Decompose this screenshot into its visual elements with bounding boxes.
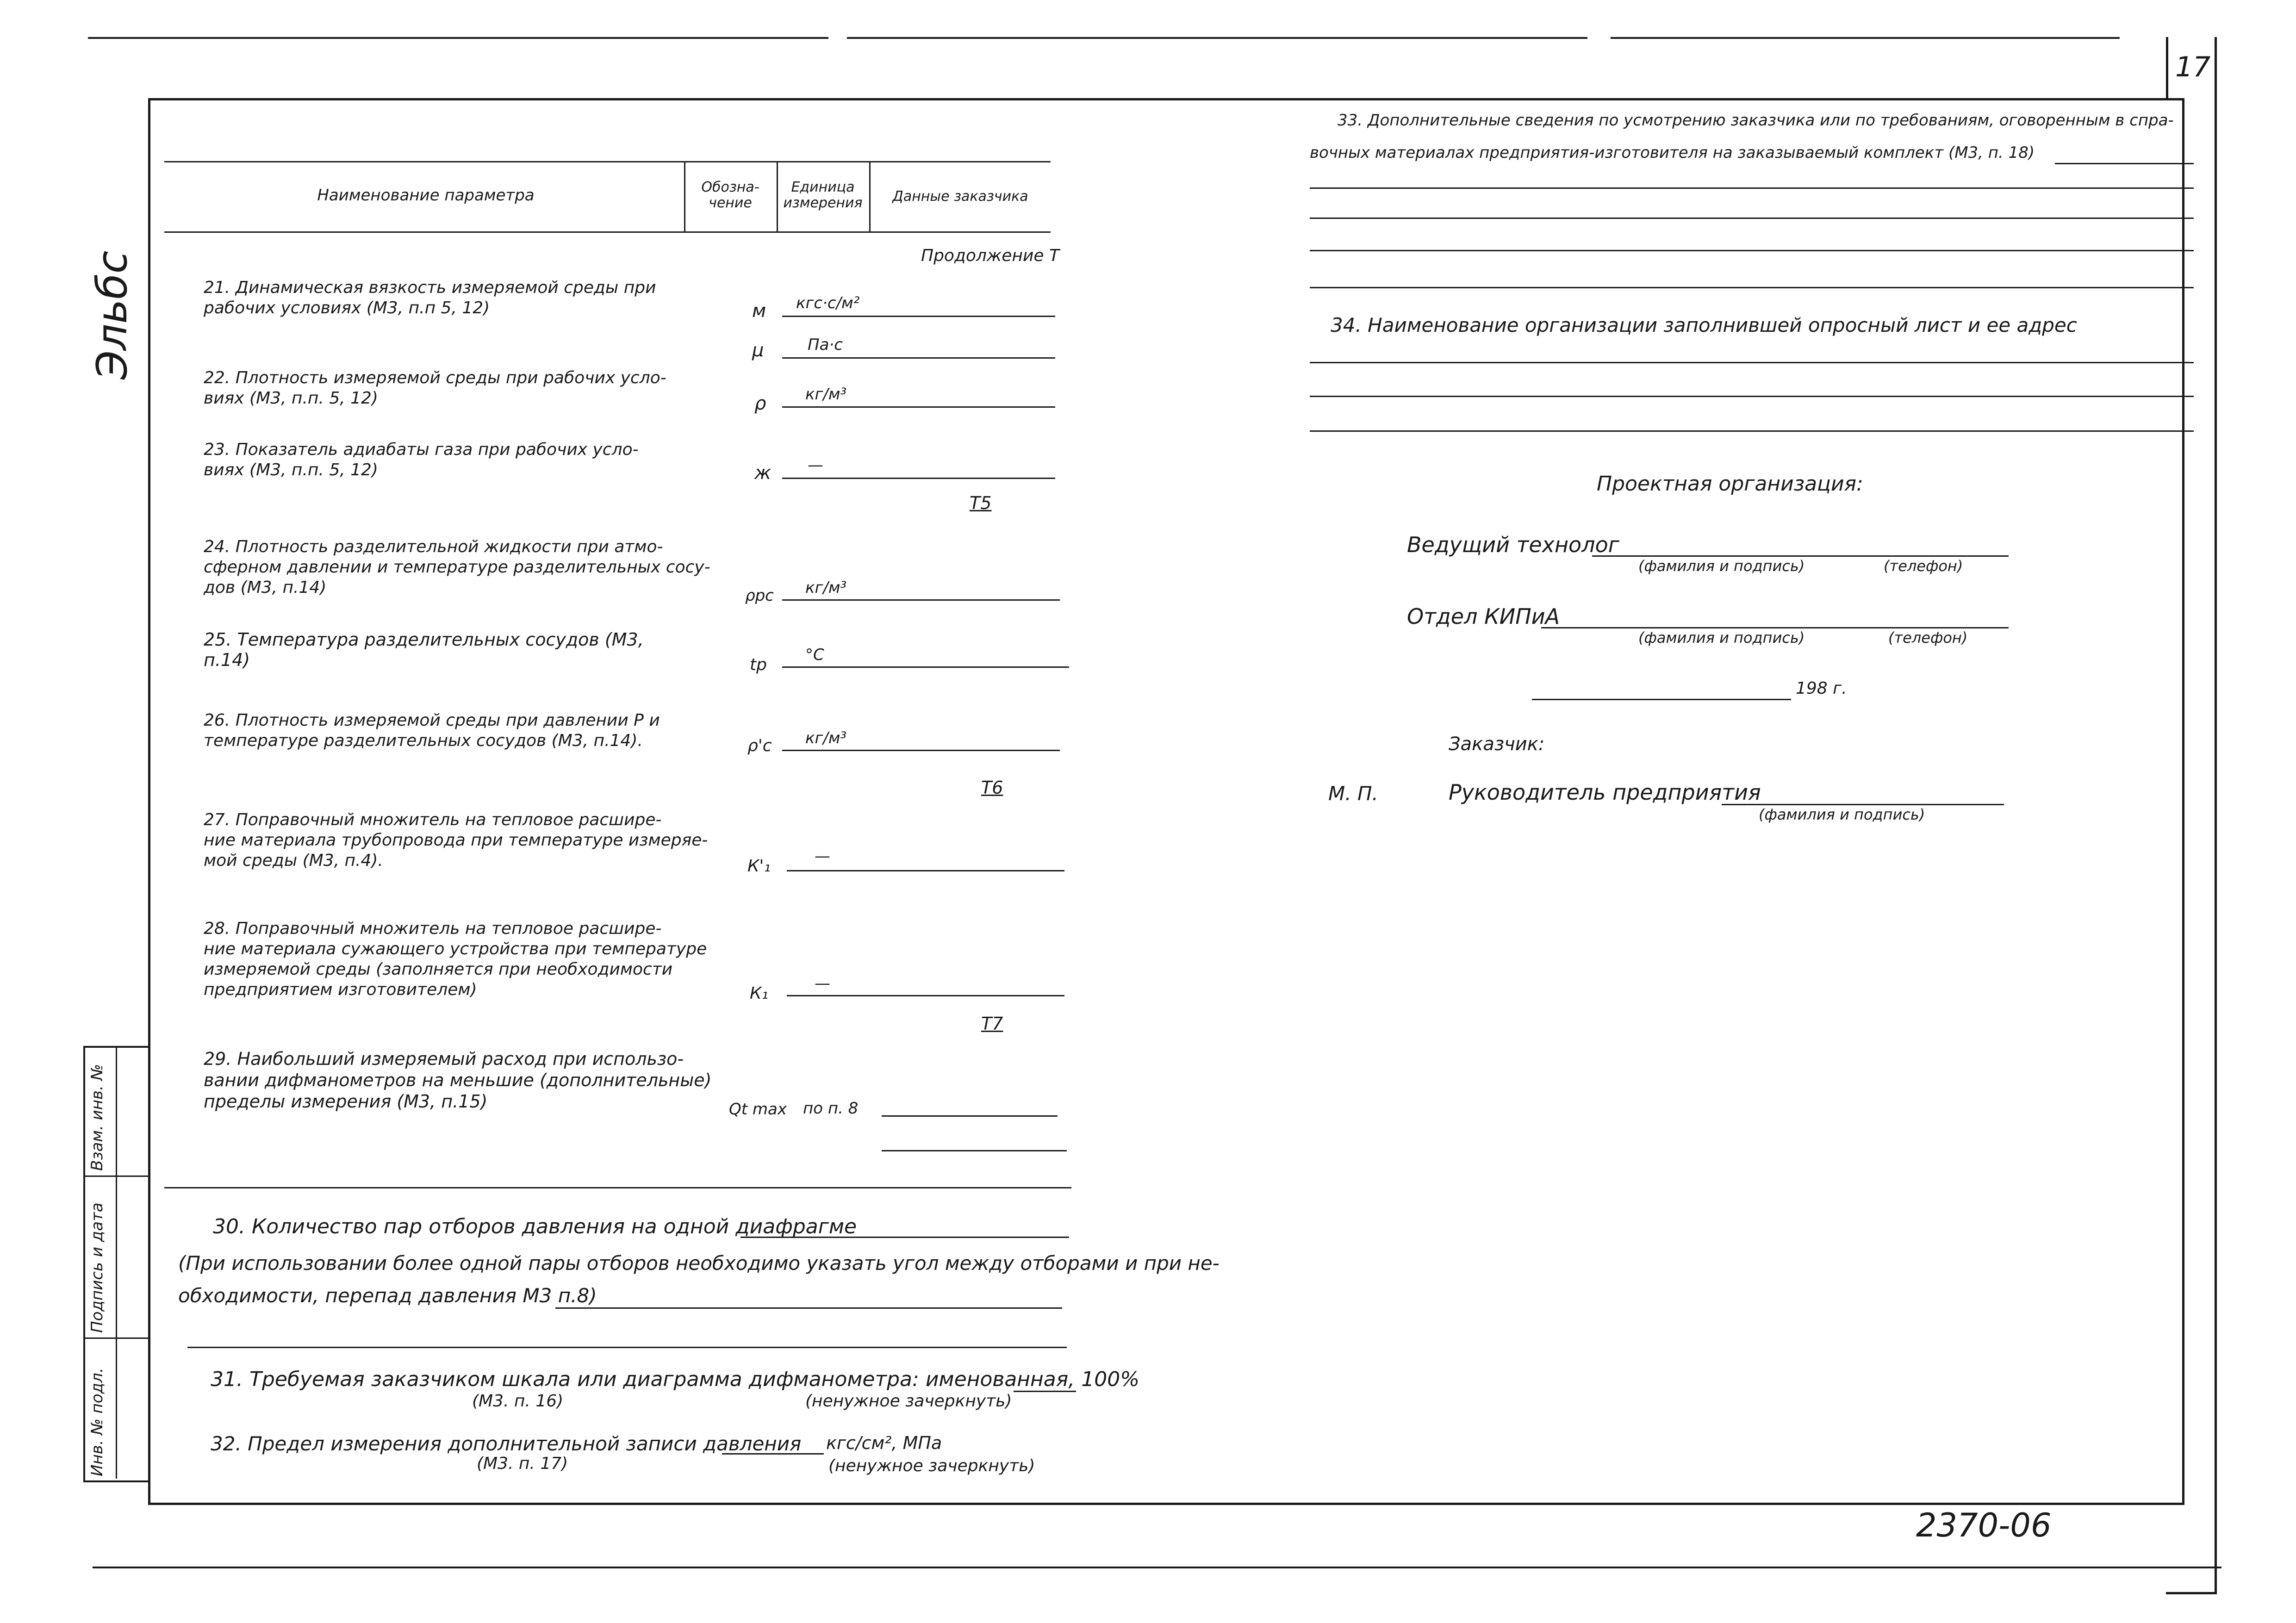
param-21-symbol: м <box>752 300 766 322</box>
tag-t6: Т6 <box>981 777 1003 798</box>
param-28-text: 28. Поправочный множитель на тепловое расшире- ние материала сужающего устройства при температуре измеряемой среды (заполняется при необходимости предприятием изготовителем) <box>204 919 707 999</box>
param-23-value: — <box>808 456 823 474</box>
page-number: 17 <box>2175 51 2211 83</box>
param-24-text: 24. Плотность разделительной жидкости при атмо- сферном давлении и температуре разделительных сосу- дов (М3, п.14) <box>204 537 710 597</box>
tag-t7: Т7 <box>981 1014 1003 1034</box>
param-27-value: — <box>815 847 830 865</box>
tag-t5: Т5 <box>970 493 992 513</box>
dept-kipia-label: Отдел КИПиА <box>1407 604 1560 629</box>
drawing-code: 2370-06 <box>1916 1506 2052 1544</box>
param-26-text: 26. Плотность измеряемой среды при давлении Р и температуре разделительных сосудов (М3, п.14). <box>204 711 660 750</box>
param-21-text: 21. Динамическая вязкость измеряемой среды при рабочих условиях (М3, п.п 5, 12) <box>204 278 656 317</box>
item-30-line1: 30. Количество пар отборов давления на одной диафрагме <box>213 1215 857 1238</box>
param-25-symbol: tр <box>750 655 767 674</box>
year-field: 198 г. <box>1796 679 1847 698</box>
param-22-symbol: ρ <box>754 393 766 414</box>
item-33-line1: 33. Дополнительные сведения по усмотрению заказчика или по требованиям, оговоренным в спра- <box>1338 111 2174 130</box>
item-34: 34. Наименование организации заполнившей опросный лист и ее адрес <box>1331 314 2077 336</box>
param-21-value: кгс·с/м² <box>796 294 860 312</box>
param-28-value: — <box>815 974 830 993</box>
stamp-place-mp: М. П. <box>1328 782 1378 805</box>
head-of-enterprise-label: Руководитель предприятия <box>1449 780 1761 805</box>
param-23-text: 23. Показатель адиабаты газа при рабочих усло- виях (М3, п.п. 5, 12) <box>204 440 639 479</box>
header-customer-data: Данные заказчика <box>892 188 1028 205</box>
item-32-units: кгс/см², МПа <box>826 1433 942 1453</box>
item-31-note: (ненужное зачеркнуть) <box>805 1392 1012 1411</box>
param-22-text: 22. Плотность измеряемой среды при рабочих усло- виях (М3, п.п. 5, 12) <box>204 368 666 408</box>
param-27-text: 27. Поправочный множитель на тепловое расшире- ние материала трубопровода при температуре измеряе- мой среды (М3, п.4). <box>204 810 708 870</box>
param-22-value: кг/м³ <box>805 385 847 404</box>
customer-title: Заказчик: <box>1449 734 1545 755</box>
header-parameter-name: Наименование параметра <box>317 186 535 205</box>
param-25-text: 25. Температура разделительных сосудов (М3, п.14) <box>204 629 644 670</box>
stamp-replaces-inv: Взам. инв. № <box>88 1064 106 1171</box>
param-24-value: кг/м³ <box>805 578 847 597</box>
lead-tech-name-sign: (фамилия и подпись) <box>1638 557 1805 575</box>
item-32-ref: (М3. п. 17) <box>477 1454 568 1473</box>
item-32-note: (ненужное зачеркнуть) <box>828 1456 1035 1475</box>
param-21b-value: Па·с <box>808 336 843 354</box>
param-24-symbol: ρрс <box>745 586 774 605</box>
param-29-value: по п. 8 <box>803 1099 859 1118</box>
header-symbol: Обозна- чение <box>701 179 759 211</box>
continuation-label: Продолжение Т <box>921 246 1059 265</box>
lead-technologist-label: Ведущий технолог <box>1407 532 1619 557</box>
param-28-symbol: К₁ <box>750 984 768 1003</box>
param-27-symbol: К'₁ <box>747 857 771 876</box>
design-org-title: Проектная организация: <box>1597 472 1863 496</box>
item-31-ref: (М3. п. 16) <box>472 1392 564 1411</box>
param-23-symbol: ж <box>754 462 772 484</box>
vertical-title: Эльбс <box>88 250 137 379</box>
stamp-signature-date: Подпись и дата <box>88 1202 106 1333</box>
item-33-line2: вочных материалах предприятия-изготовителя на заказываемый комплект (М3, п. 18) <box>1310 143 2035 162</box>
dept-phone: (телефон) <box>1888 629 1968 647</box>
param-25-value: °С <box>805 646 824 664</box>
header-unit: Единица измерения <box>783 179 863 211</box>
param-21b-symbol: μ <box>752 340 764 361</box>
stamp-inv-podl: Инв. № подл. <box>88 1368 106 1476</box>
param-26-symbol: ρ'с <box>747 736 772 755</box>
item-31-line1: 31. Требуемая заказчиком шкала или диаграмма дифманометра: именованная, 100% <box>211 1368 1140 1391</box>
lead-tech-phone: (телефон) <box>1884 557 1963 575</box>
param-26-value: кг/м³ <box>805 729 847 747</box>
item-30-line3: обходимости, перепад давления М3 п.8) <box>178 1284 597 1307</box>
item-30-line2: (При использовании более одной пары отборов необходимо указать угол между отборами и при не- <box>178 1252 1220 1275</box>
param-29-symbol: Qt max <box>729 1100 787 1119</box>
customer-name-sign: (фамилия и подпись) <box>1759 806 1925 823</box>
item-32-line1: 32. Предел измерения дополнительной записи давления <box>211 1432 802 1455</box>
param-29-text: 29. Наибольший измеряемый расход при использо- вании дифманометров на меньшие (дополнительные) пределы измерения (М3, п.15) <box>204 1049 712 1112</box>
dept-name-sign: (фамилия и подпись) <box>1638 629 1805 647</box>
